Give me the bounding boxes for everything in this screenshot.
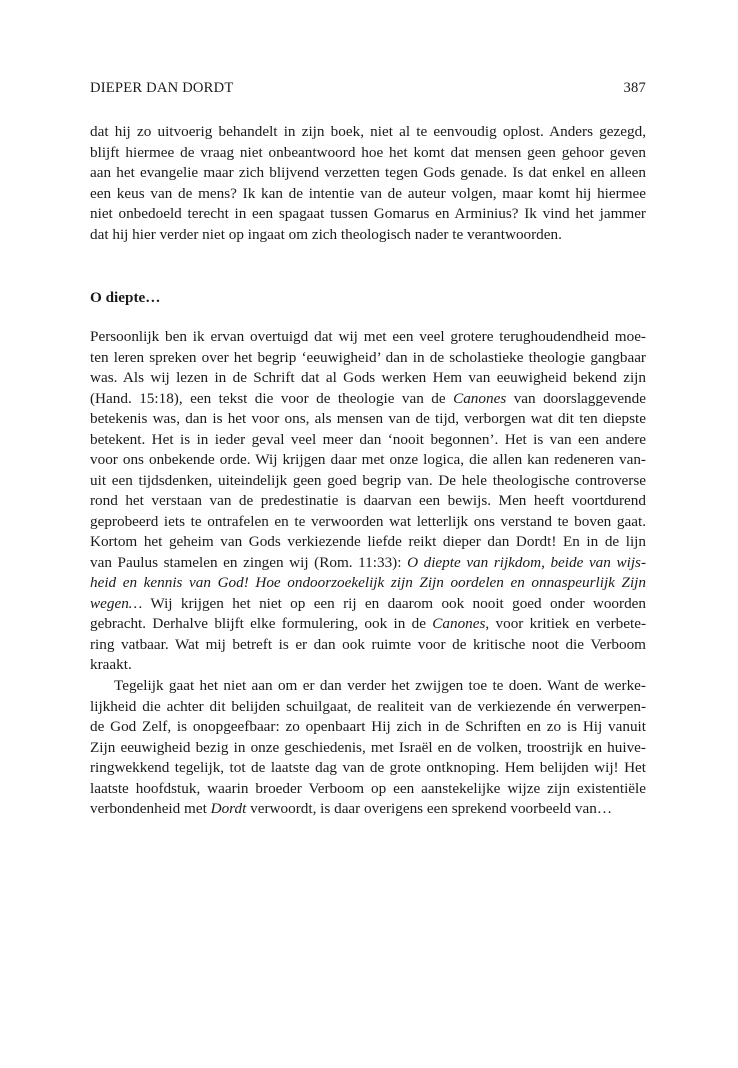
text-line [90,553,646,574]
text-line: ring vatbaar. Wat mij betreft is er dan ook ruimte voor de kritische noot die Verboom [90,635,646,653]
text-line: dat hij zo uitvoerig behandelt in zijn boek, niet al te eenvoudig oplost. Anders gezegd, [90,123,646,140]
paragraph-continuation [90,122,646,245]
text-line: de God Zelf, is onopgeefbaar: zo openbaart Hij zich in de Schriften en zo is Hij vanuit [90,718,646,735]
text-line [90,594,646,615]
section-heading: O diepte… [90,289,161,306]
italic-title-canones: Canones [432,615,486,632]
italic-quote: wegen… [90,594,143,612]
text-line: Kortom het geheim van Gods verkiezende liefde reikt dieper dan Dordt! En in de lijn [90,533,646,550]
italic-title-canones: Canones [453,389,507,407]
text-line [90,389,646,410]
text-line: ringwekkend tegelijk, tot de laatste dag van de grote ontknoping. Hem belijden wij! Het [90,759,646,776]
text-line: betekent. Het is in ieder geval veel meer dan ‘nooit begonnen’. Het is van een andere [90,430,646,448]
text-line: geprobeerd iets te ontrafelen en te verwoorden wat letterlijk ons verstand te boven gaat. [90,512,646,530]
text-line: lijkheid die achter dit belijden schuilgaat, de realiteit van de verkiezende én verwerpen- [90,697,646,715]
text-line: was. Als wij lezen in de Schrift dat al Gods werken Hem van eeuwigheid bekend zijn [90,369,646,386]
text-line: uit een tijdsdenken, uiteindelijk geen goed begrip van. De hele theologische controverse [90,471,646,489]
text-line: een keus van de mens? Ik kan de intentie van de auteur volgen, maar komt hij hiermee [90,184,646,202]
text-run: gebracht. Derhalve blijft elke formulering, ook in de [90,615,433,632]
text-line: dat hij hier verder niet op ingaat om zich theologisch nader te verantwoorden. [90,225,562,243]
text-line: Zijn eeuwigheid bezig in onze geschiedenis, met Israël en de volken, troostrijk en huive- [90,738,646,756]
text-line: betekenis was, dan is het voor ons, als mensen van de tijd, verborgen wat dit ten diepste [90,410,646,427]
text-line: aan het evangelie maar zich blijvend verzetten tegen Gods genade. Is dat enkel en alleen [90,164,646,181]
running-header [90,78,646,98]
text-run: verbondenheid met [90,800,211,817]
text-line: kraakt. [90,656,132,673]
italic-quote: O diepte van rijkdom, beide van wijs- [407,553,647,571]
italic-title-dordt: Dordt [210,800,247,817]
text-line [90,573,646,594]
paragraph-tegelijk [90,676,646,820]
text-line: rond het verstaan van de predestinatie is daarvan een bewijs. Men heeft voortdurend [90,492,646,509]
page-number: 387 [623,80,646,96]
running-title: DIEPER DAN DORDT [90,80,234,96]
text-run: , voor kritiek en verbete- [485,615,646,632]
text-line: Persoonlijk ben ik ervan overtuigd dat wij met een veel grotere terughoudendheid moe- [90,328,646,345]
text-run: van Paulus stamelen en zingen wij (Rom. 11:33): [90,553,408,571]
text-run: Wij krijgen het niet op een rij en daarom ook nooit goed onder woorden [142,594,646,612]
text-line [90,799,646,820]
paragraph-o-diepte [90,327,646,676]
text-run: verwoordt, is daar overigens een sprekend voorbeeld van… [246,800,613,817]
text-line [90,614,646,635]
text-line: blijft hiermee de vraag niet onbeantwoord hoe het komt dat mensen geen gehoor geven [90,143,646,161]
text-line: laatste hoofdstuk, waarin broeder Verboom op een aanstekelijke wijze zijn existentiële [90,779,646,797]
text-line: ten leren spreken over het begrip ‘eeuwigheid’ dan in de scholastieke theologie gangbaar [90,348,646,366]
text-line: Tegelijk gaat het niet aan om er dan verder het zwijgen toe te doen. Want de werke- [114,677,646,694]
text-run: (Hand. 15:18), een tekst die voor de theologie van de [90,389,454,407]
text-line: niet onbedoeld terecht in een spagaat tussen Gomarus en Arminius? Ik vind het jammer [90,205,646,222]
text-run: van doorslaggevende [506,389,646,407]
text-line: voor ons onbekende orde. Wij krijgen daar met onze logica, die allen kan redeneren van- [90,451,646,468]
italic-quote: heid en kennis van God! Hoe ondoorzoekelijk zijn Zijn oordelen en onnaspeurlijk Zijn [90,574,646,591]
